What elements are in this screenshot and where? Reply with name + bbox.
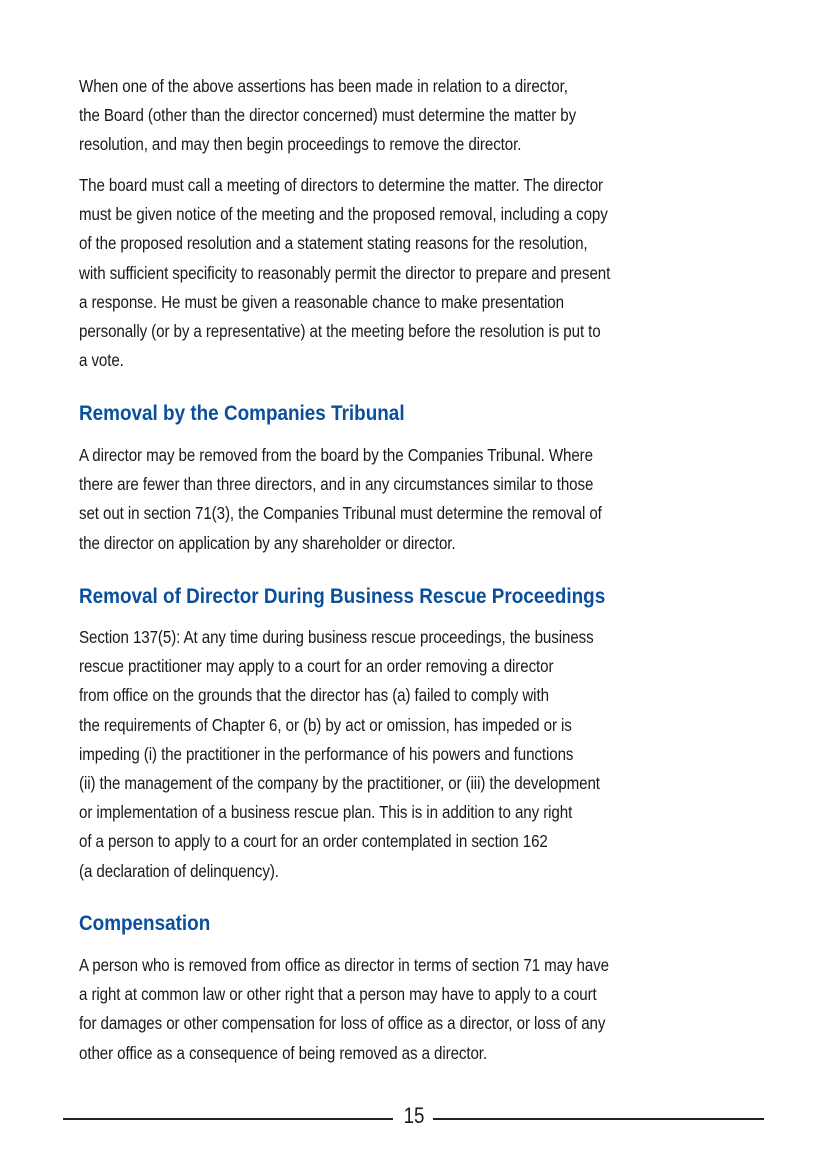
footer-rule-left	[63, 1118, 393, 1120]
text-line: there are fewer than three directors, and in any circumstances similar to those	[79, 474, 594, 495]
section-heading-compensation: Compensation	[79, 912, 211, 935]
text-line: When one of the above assertions has been made in relation to a director,	[79, 76, 568, 96]
text-line: A director may be removed from the board by the Companies Tribunal. Where	[79, 445, 593, 465]
text-line: (ii) the management of the company by the practitioner, or (iii) the development	[79, 773, 600, 794]
text-line: impeding (i) the practitioner in the performance of his powers and functions	[79, 743, 574, 764]
page-footer	[63, 1103, 764, 1133]
paragraph-business-rescue	[79, 623, 769, 886]
text-line: resolution, and may then begin proceedings to remove the director.	[79, 134, 522, 155]
text-line: or implementation of a business rescue plan. This is in addition to any right	[79, 802, 573, 823]
paragraph-board-meeting	[79, 171, 769, 375]
text-line: a response. He must be given a reasonable chance to make presentation	[79, 291, 564, 312]
text-line: set out in section 71(3), the Companies Tribunal must determine the removal of	[79, 503, 602, 524]
section-heading-business-rescue: Removal of Director During Business Rescue Proceedings	[79, 585, 606, 608]
text-line: a right at common law or other right that a person may have to apply to a court	[79, 984, 597, 1005]
text-line: other office as a consequence of being removed as a director.	[79, 1042, 488, 1063]
text-line: Section 137(5): At any time during business rescue proceedings, the business	[79, 627, 594, 647]
text-line: the requirements of Chapter 6, or (b) by act or omission, has impeded or is	[79, 714, 572, 735]
text-line: with sufficient specificity to reasonably permit the director to prepare and present	[79, 262, 611, 283]
text-line: A person who is removed from office as director in terms of section 71 may have	[79, 955, 609, 975]
text-line: (a declaration of delinquency).	[79, 860, 279, 881]
text-line: must be given notice of the meeting and the proposed removal, including a copy	[79, 204, 608, 225]
text-line: a vote.	[79, 350, 124, 371]
text-line: for damages or other compensation for loss of office as a director, or loss of any	[79, 1013, 606, 1034]
text-line: of a person to apply to a court for an order contemplated in section 162	[79, 831, 548, 852]
text-line: The board must call a meeting of directors to determine the matter. The director	[79, 175, 603, 195]
text-line: the director on application by any shareholder or director.	[79, 532, 456, 553]
footer-rule-right	[433, 1118, 764, 1120]
text-line: rescue practitioner may apply to a court for an order removing a director	[79, 656, 554, 677]
paragraph-compensation	[79, 951, 769, 1068]
paragraph-tribunal	[79, 441, 769, 558]
text-line: the Board (other than the director concerned) must determine the matter by	[79, 105, 577, 126]
page-number: 15	[403, 1103, 425, 1128]
text-line: personally (or by a representative) at the meeting before the resolution is put to	[79, 321, 601, 342]
text-line: of the proposed resolution and a statement stating reasons for the resolution,	[79, 233, 588, 254]
text-line: from office on the grounds that the director has (a) failed to comply with	[79, 685, 549, 706]
paragraph-assertions	[79, 72, 769, 160]
section-heading-tribunal: Removal by the Companies Tribunal	[79, 402, 405, 425]
